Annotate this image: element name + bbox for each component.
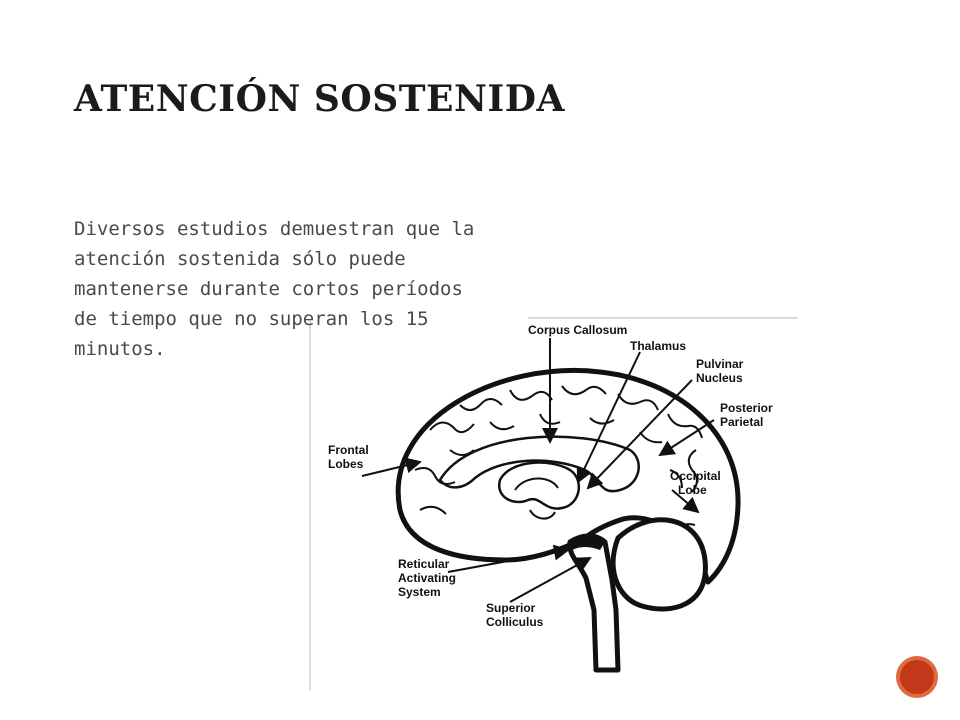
cerebellum-outline [613, 520, 705, 609]
body-line: Diversos estudios demuestran que la [74, 218, 475, 240]
brain-diagram [300, 310, 810, 695]
corpus-callosum-shape [440, 437, 639, 492]
arrow-superior-colliculus [510, 558, 590, 602]
label-reticular-line2: Activating [398, 571, 457, 585]
label-superior-line2: Colliculus [486, 615, 544, 629]
thalamus-shape [499, 463, 579, 509]
body-line: atención sostenida sólo puede [74, 248, 406, 270]
label-superior-line1: Superior [486, 601, 536, 615]
brainstem-outline [570, 536, 618, 670]
badge-inner [900, 660, 934, 694]
label-pulvinar-line1: Pulvinar [696, 357, 744, 371]
body-line: minutos. [74, 338, 166, 360]
inner-loop-shape [515, 478, 558, 518]
body-line: de tiempo que no superan los 15 [74, 308, 429, 330]
arrow-reticular [448, 550, 568, 572]
label-occipital-line2: Lobe [678, 483, 707, 497]
slide-body-text [74, 214, 530, 364]
body-line: mantenerse durante cortos períodos [74, 278, 463, 300]
label-thalamus: Thalamus [630, 339, 687, 353]
label-occipital-line1: Occipital [670, 469, 721, 483]
label-posterior-line2: Parietal [720, 415, 764, 429]
label-posterior-line1: Posterior [720, 401, 773, 415]
label-reticular-line3: System [398, 585, 441, 599]
orange-circle-badge-icon [896, 656, 938, 698]
label-reticular-line1: Reticular [398, 557, 450, 571]
label-pulvinar-line2: Nucleus [696, 371, 743, 385]
label-frontal-line1: Frontal [328, 443, 369, 457]
arrow-frontal [362, 462, 420, 476]
label-frontal-line2: Lobes [328, 457, 364, 471]
slide-title: ATENCIÓN SOSTENIDA [74, 78, 565, 120]
brain-diagram-svg [300, 310, 810, 695]
label-corpus-callosum: Corpus Callosum [528, 323, 628, 337]
